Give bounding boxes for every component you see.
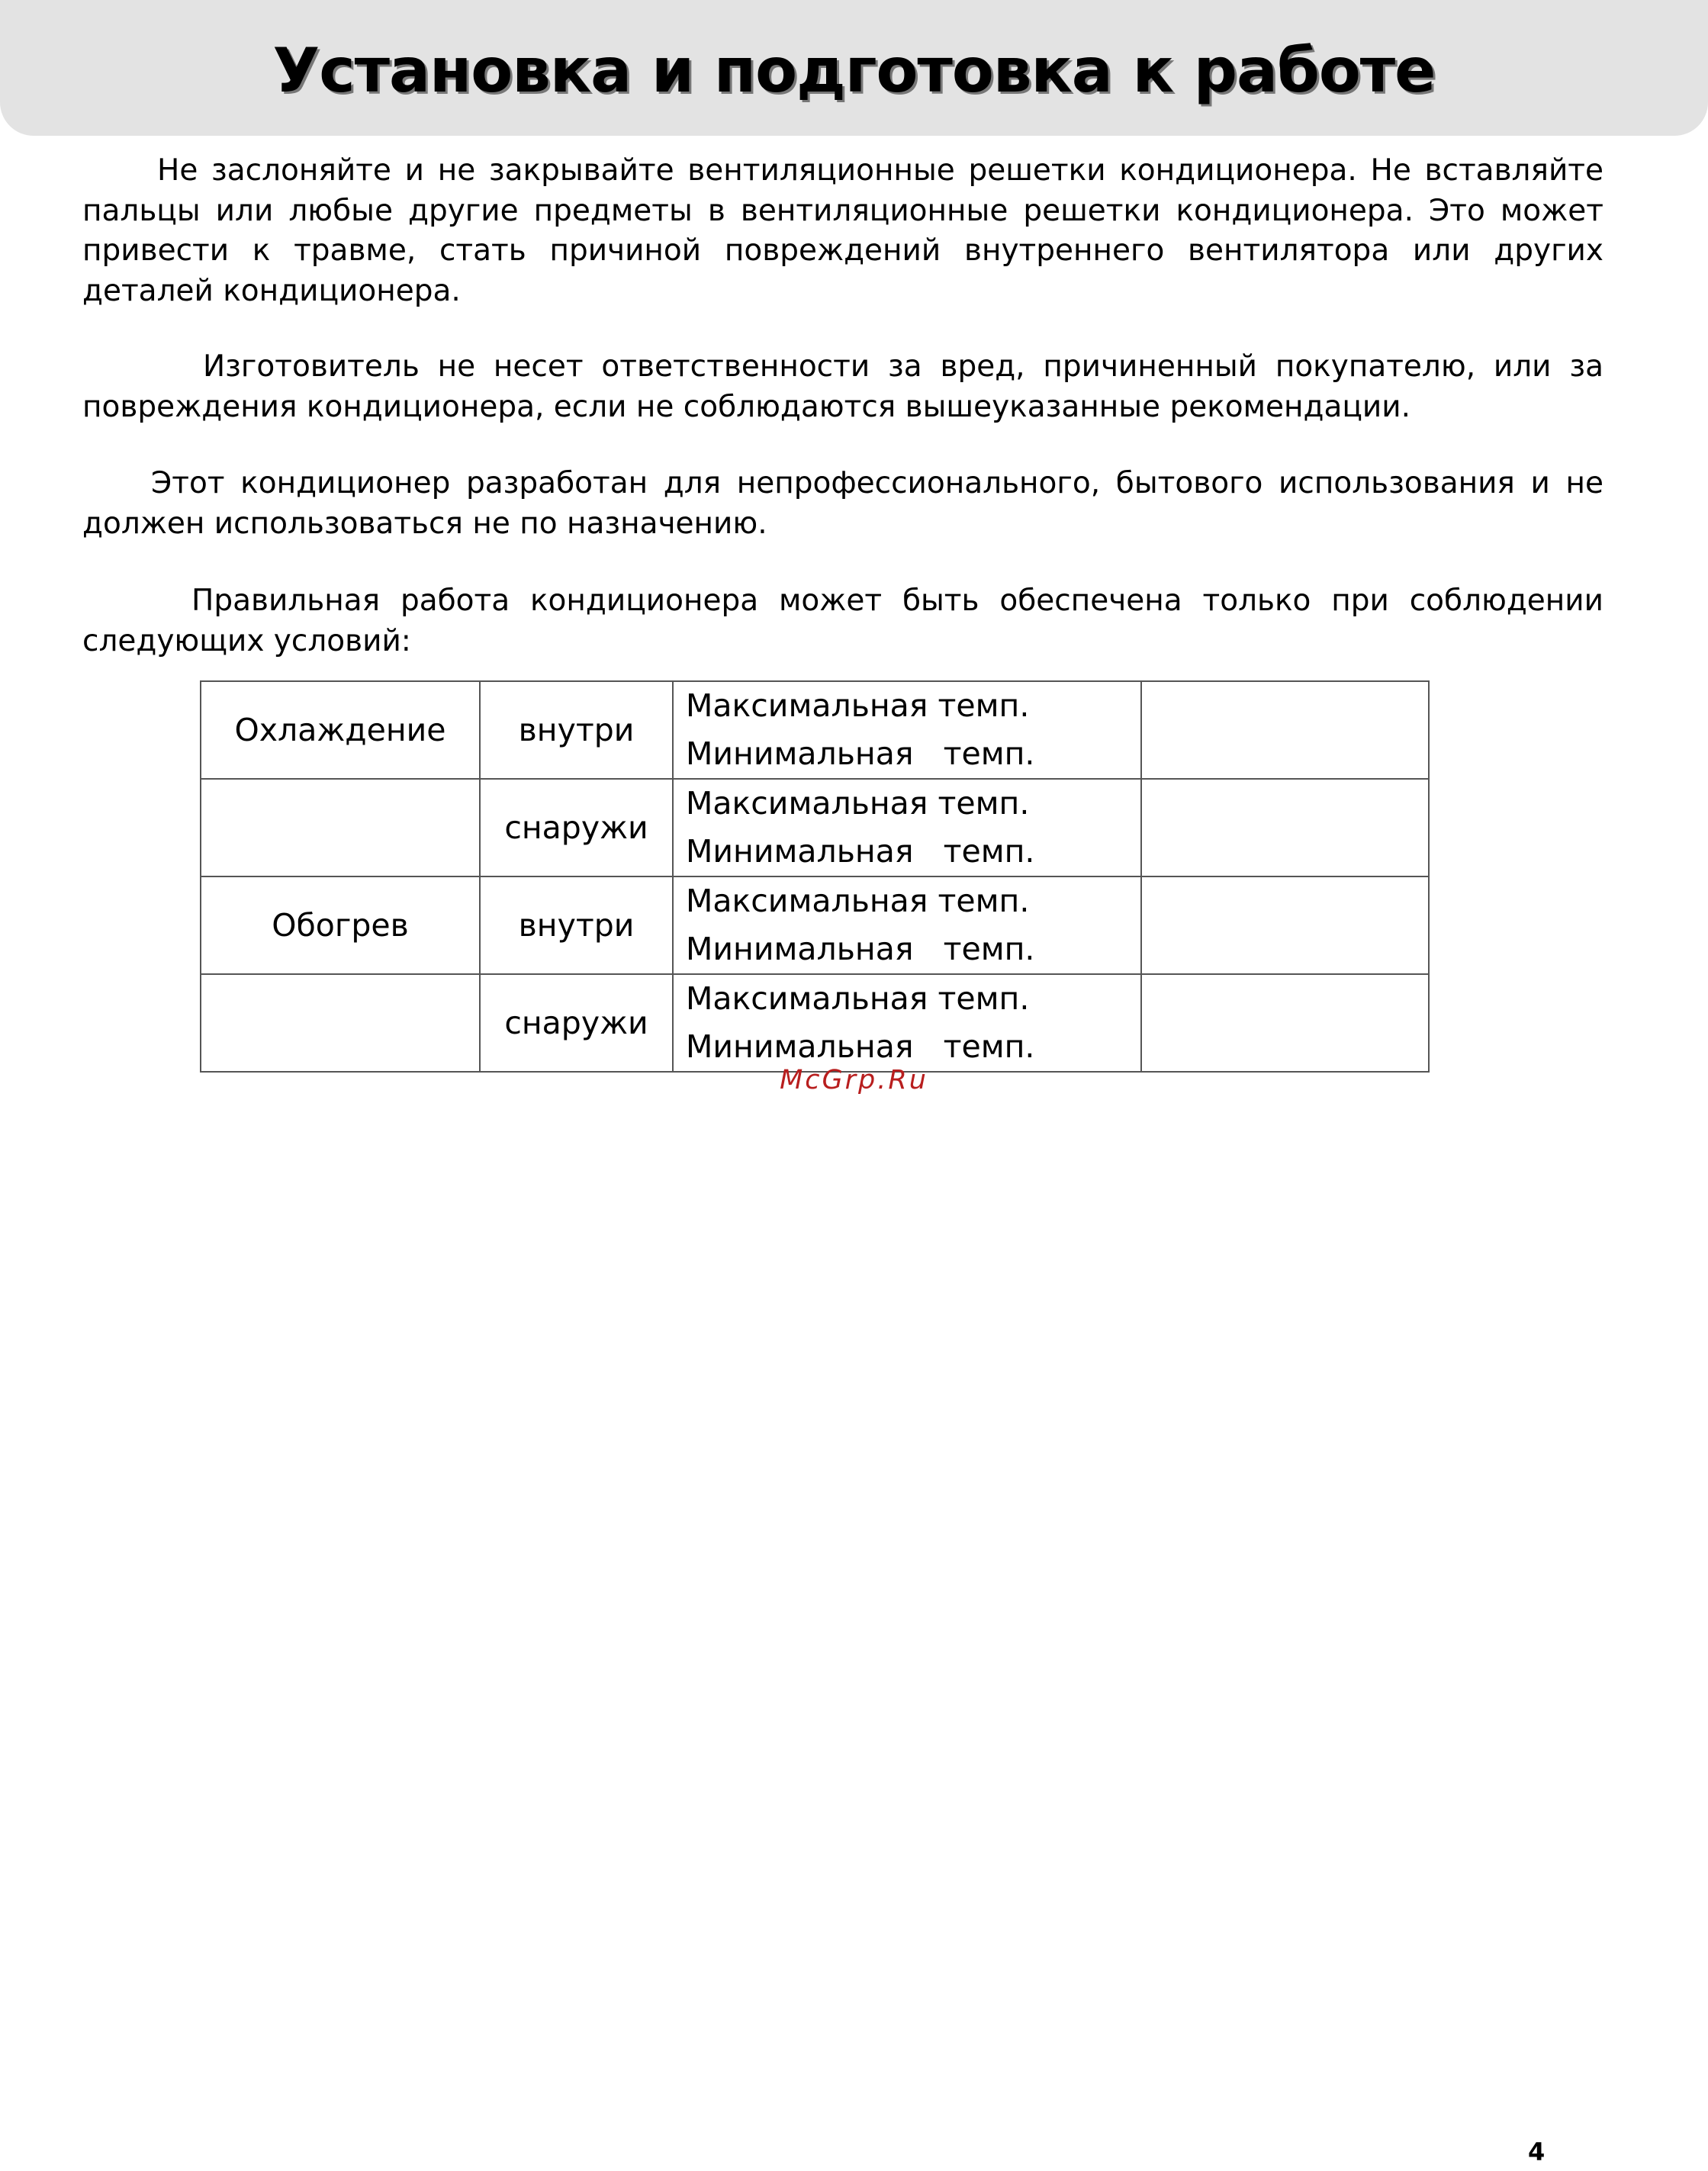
temperature-value-cell — [1141, 974, 1429, 1072]
max-temp-label: Максимальная темп. — [686, 980, 1030, 1017]
table-row — [201, 876, 1429, 974]
min-temp-label: Минимальная темп. — [686, 735, 1035, 772]
temperature-labels-cell — [673, 681, 1141, 779]
location-cell: снаружи — [480, 779, 673, 876]
temperature-value-cell — [1141, 779, 1429, 876]
paragraph-liability: Изготовитель не несет ответственности за вред, причиненный покупателю, или за повреждения кондиционера, если не соблюдаются вышеуказанные рекомендации. — [82, 349, 1603, 424]
page-number: 4 — [1528, 2137, 1546, 2166]
max-temp-label: Максимальная темп. — [686, 687, 1030, 724]
temperature-labels-cell — [673, 779, 1141, 876]
table-row — [201, 974, 1429, 1072]
table-row — [201, 779, 1429, 876]
min-temp-label: Минимальная темп. — [686, 833, 1035, 870]
temperature-labels-cell — [673, 876, 1141, 974]
location-cell: внутри — [480, 876, 673, 974]
min-temp-label: Минимальная темп. — [686, 1028, 1035, 1065]
paragraph-operating-conditions: Правильная работа кондиционера может быть обеспечена только при соблюдении следующих условий: — [82, 584, 1603, 658]
page-title: Установка и подготовка к работе — [272, 35, 1436, 106]
temperature-value-cell — [1141, 681, 1429, 779]
paragraph-household-use: Этот кондиционер разработан для непрофессионального, бытового использования и не должен использоваться не по назначению. — [82, 466, 1603, 541]
operating-conditions-table — [200, 680, 1430, 1073]
max-temp-label: Максимальная темп. — [686, 883, 1030, 919]
min-temp-label: Минимальная темп. — [686, 931, 1035, 967]
temperature-labels-cell — [673, 974, 1141, 1072]
location-cell: внутри — [480, 681, 673, 779]
mode-cell — [201, 779, 480, 876]
location-cell: снаружи — [480, 974, 673, 1072]
temperature-value-cell — [1141, 876, 1429, 974]
paragraph-ventilation-warning: Не заслоняйте и не закрывайте вентиляционные решетки кондиционера. Не вставляйте пальцы или любые другие предметы в вентиляционные решетки кондиционера. Это может привести к травме, стать причиной повреждений внутреннего вентилятора или других деталей кондиционера. — [82, 153, 1603, 308]
max-temp-label: Максимальная темп. — [686, 785, 1030, 822]
table-row — [201, 681, 1429, 779]
watermark: McGrp.Ru — [780, 1065, 928, 1095]
mode-cell: Обогрев — [201, 876, 480, 974]
mode-cell — [201, 974, 480, 1072]
mode-cell: Охлаждение — [201, 681, 480, 779]
